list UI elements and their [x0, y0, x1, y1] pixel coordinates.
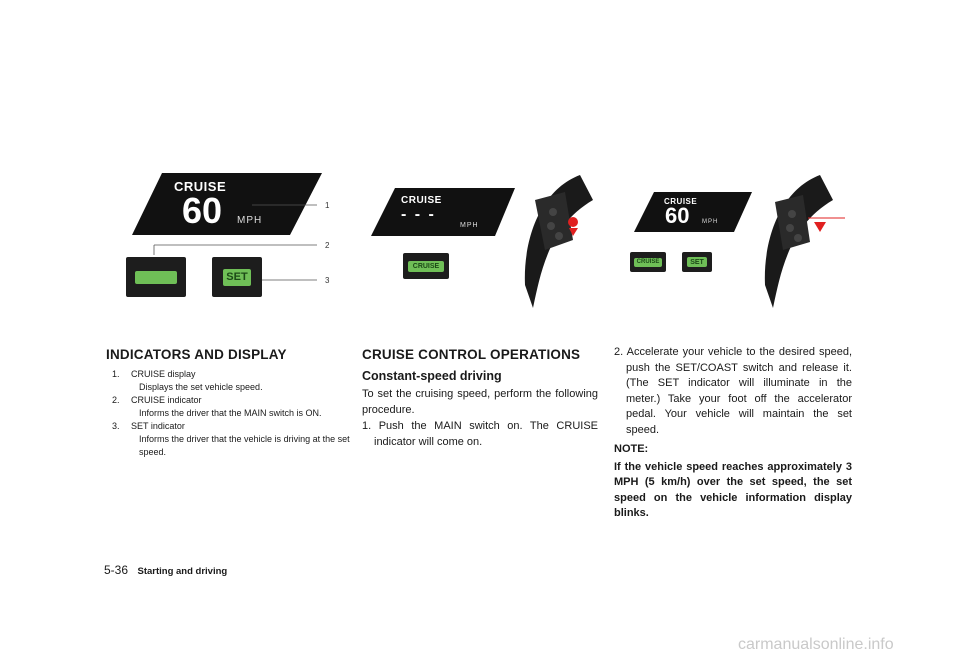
cruise-indicator-lamp: [135, 271, 177, 284]
cruise-indicator-lamp-2: CRUISE: [408, 261, 444, 272]
set-indicator-lamp: SET: [223, 269, 251, 286]
page-footer: [104, 561, 227, 579]
set-indicator-3: [682, 252, 712, 272]
note-label: NOTE:: [614, 443, 649, 455]
procedure-intro: To set the cruising speed, perform the following procedure.: [362, 388, 598, 416]
callout-2: 2: [325, 241, 330, 250]
step-2: 2. Accelerate your vehicle to the desired speed, push the SET/COAST switch and release it. (The SET indicator will illuminate in the meter.) Take your foot off the accelerator pedal. Your vehicle will maintain the set speed.: [614, 346, 852, 436]
list-item-title: SET indicator: [131, 421, 185, 431]
list-item-title: CRUISE display: [131, 369, 196, 379]
cruise-indicator: [126, 257, 186, 297]
cruise-indicator-lamp-3: CRUISE: [634, 258, 662, 267]
figure-main-switch-on: [365, 170, 595, 318]
speed-readout: 60: [182, 190, 223, 231]
speed-unit-3: MPH: [702, 219, 719, 225]
operations-section: [362, 347, 598, 450]
callout-3: 3: [325, 276, 330, 285]
cruise-display-label: CRUISE: [174, 179, 227, 194]
cruise-indicator-3: [630, 252, 666, 272]
page-number: 5-36: [104, 563, 129, 577]
note-text: If the vehicle speed reaches approximately 3 MPH (5 km/h) over the set speed, the set speed on the vehicle information display blinks.: [614, 460, 852, 519]
step-1: 1. Push the MAIN switch on. The CRUISE indicator will come on.: [362, 420, 598, 448]
indicators-heading: INDICATORS AND DISPLAY: [106, 347, 287, 362]
list-item-desc: Informs the driver that the MAIN switch is ON.: [139, 408, 322, 418]
watermark: carmanualsonline.info: [738, 636, 894, 653]
operations-heading: CRUISE CONTROL OPERATIONS: [362, 347, 581, 362]
indicator-list: [106, 368, 351, 459]
cruise-indicator-2: [403, 253, 449, 279]
cruise-display-panel-3: [620, 170, 850, 318]
speed-readout-3: 60: [665, 203, 690, 228]
speed-dashes: - - -: [401, 206, 436, 223]
set-indicator: [212, 257, 262, 297]
speed-unit-2: MPH: [460, 222, 479, 229]
main-switch-highlight: [568, 217, 578, 227]
speed-unit: MPH: [237, 215, 263, 226]
list-item-desc: Informs the driver that the vehicle is driving at the set speed.: [139, 434, 350, 457]
constant-speed-subheading: Constant-speed driving: [362, 369, 502, 383]
callout-1: 1: [325, 201, 330, 210]
list-item: 2. CRUISE indicator Informs the driver that the MAIN switch is ON.: [106, 394, 351, 420]
cruise-display-label-3: CRUISE: [664, 197, 698, 206]
list-item: 1. CRUISE display Displays the set vehicle speed.: [106, 368, 351, 394]
cruise-display-label-2: CRUISE: [401, 195, 442, 206]
step-2-section: [614, 345, 852, 522]
list-item-desc: Displays the set vehicle speed.: [139, 382, 263, 392]
list-item-title: CRUISE indicator: [131, 395, 202, 405]
section-name: Starting and driving: [137, 566, 228, 577]
set-indicator-lamp-3: SET: [687, 257, 707, 267]
red-arrow-down-icon: [814, 222, 826, 232]
figure-cruise-display-diagram: [112, 165, 347, 315]
list-item: 3. SET indicator Informs the driver that the vehicle is driving at the set speed.: [112, 421, 350, 457]
figure-set-speed: [620, 170, 850, 318]
cruise-display-panel-2: [365, 170, 595, 318]
indicators-section: [106, 347, 351, 459]
